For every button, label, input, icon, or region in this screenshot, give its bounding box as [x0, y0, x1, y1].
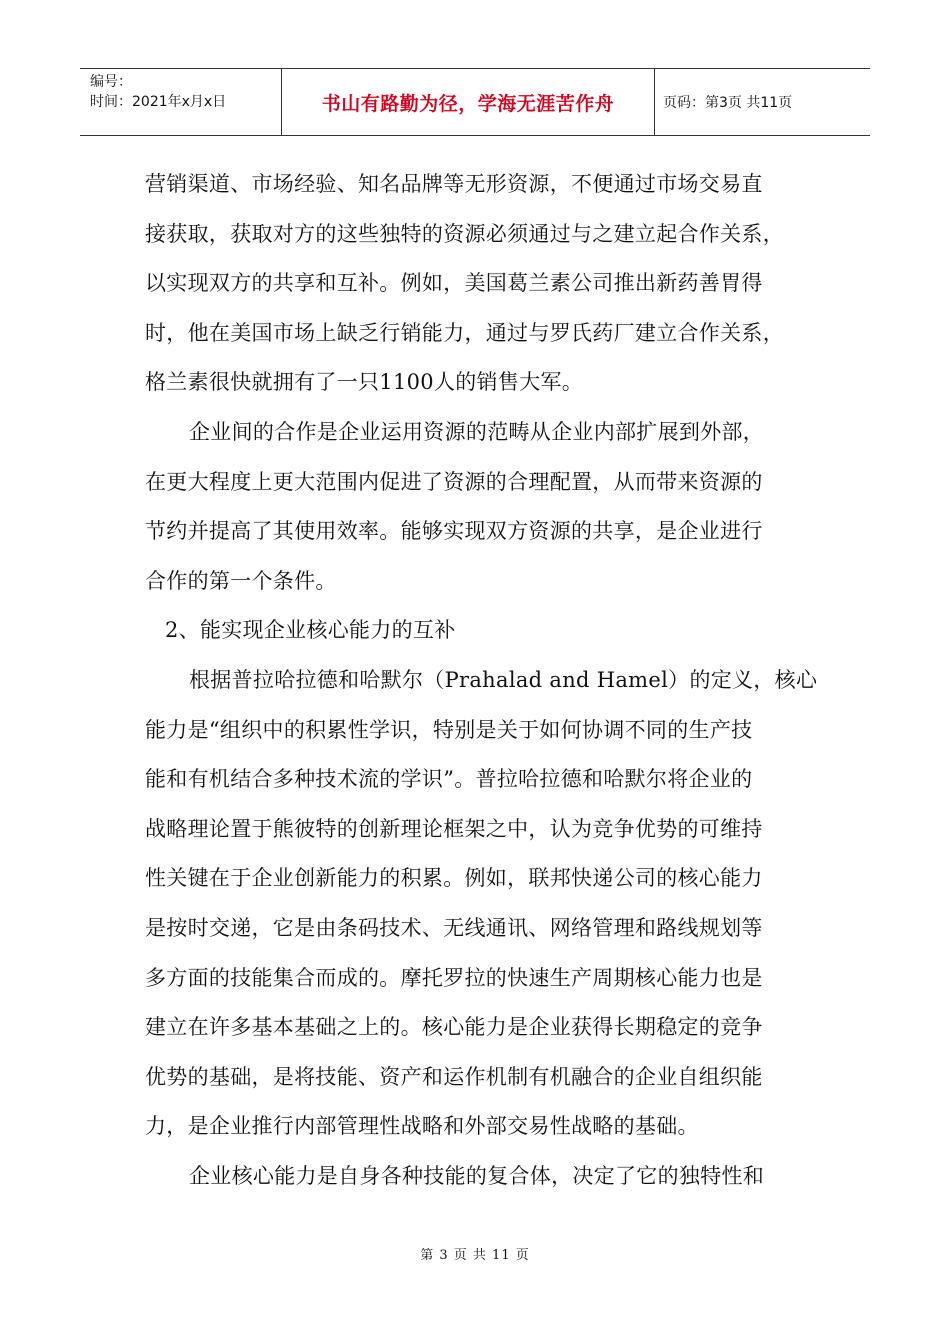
document-body: [145, 160, 825, 1201]
body-line: 根据普拉哈拉德和哈默尔（Prahalad and Hamel）的定义，核心: [189, 667, 818, 692]
motto-text: 书山有路勤为径，学海无涯苦作舟: [321, 92, 615, 115]
body-line: 营销渠道、市场经验、知名品牌等无形资源，不便通过市场交易直: [145, 172, 763, 196]
body-line: 以实现双方的共享和互补。例如，美国葛兰素公司推出新药善胃得: [145, 271, 763, 296]
footer-page-number: 第 3 页 共 11 页: [420, 1248, 530, 1263]
body-line: 企业核心能力是自身各种技能的复合体，决定了它的独特性和: [189, 1163, 765, 1188]
body-line: 合作的第一个条件。: [145, 568, 337, 593]
body-line: 多方面的技能集合而成的。摩托罗拉的快速生产周期核心能力也是: [145, 965, 763, 990]
body-line: 优势的基础，是将技能、资产和运作机制有机融合的企业自组织能: [145, 1064, 763, 1089]
page-info: 页码：第3页 共11页: [663, 95, 793, 111]
body-line: 战略理论置于熊彼特的创新理论框架之中，认为竞争优势的可维持: [145, 816, 763, 841]
body-line: 能力是“组织中的积累性学识，特别是关于如何协调不同的生产技: [145, 717, 753, 742]
section-heading: 2、能实现企业核心能力的互补: [165, 618, 456, 643]
body-line: 接获取，获取对方的这些独特的资源必须通过与之建立起合作关系，: [145, 221, 784, 246]
header-meta-cell: [80, 69, 282, 135]
body-line: 能和有机结合多种技术流的学识”。普拉哈拉德和哈默尔将企业的: [145, 767, 753, 792]
date-label: 时间：2021年x月x日: [90, 94, 227, 110]
body-line: 在更大程度上更大范围内促进了资源的合理配置，从而带来资源的: [145, 469, 763, 494]
header-motto-cell: [282, 69, 655, 135]
body-line: 是按时交递，它是由条码技术、无线通讯、网络管理和路线规划等: [145, 915, 763, 940]
body-line: 节约并提高了其使用效率。能够实现双方资源的共享，是企业进行: [145, 519, 763, 544]
number-label: 编号：: [90, 74, 132, 90]
header-page-cell: [655, 69, 870, 135]
body-line: 企业间的合作是企业运用资源的范畴从企业内部扩展到外部，: [189, 419, 765, 444]
body-line: 时，他在美国市场上缺乏行销能力，通过与罗氏药厂建立合作关系，: [145, 320, 784, 345]
page-footer: [0, 1244, 950, 1263]
body-line: 格兰素很快就拥有了一只1100人的销售大军。: [145, 370, 584, 395]
header-table: [80, 68, 870, 136]
body-line: 性关键在于企业创新能力的积累。例如，联邦快递公司的核心能力: [145, 866, 763, 891]
body-line: 建立在许多基本基础之上的。核心能力是企业获得长期稳定的竞争: [145, 1015, 763, 1040]
body-line: 力，是企业推行内部管理性战略和外部交易性战略的基础。: [145, 1114, 699, 1139]
